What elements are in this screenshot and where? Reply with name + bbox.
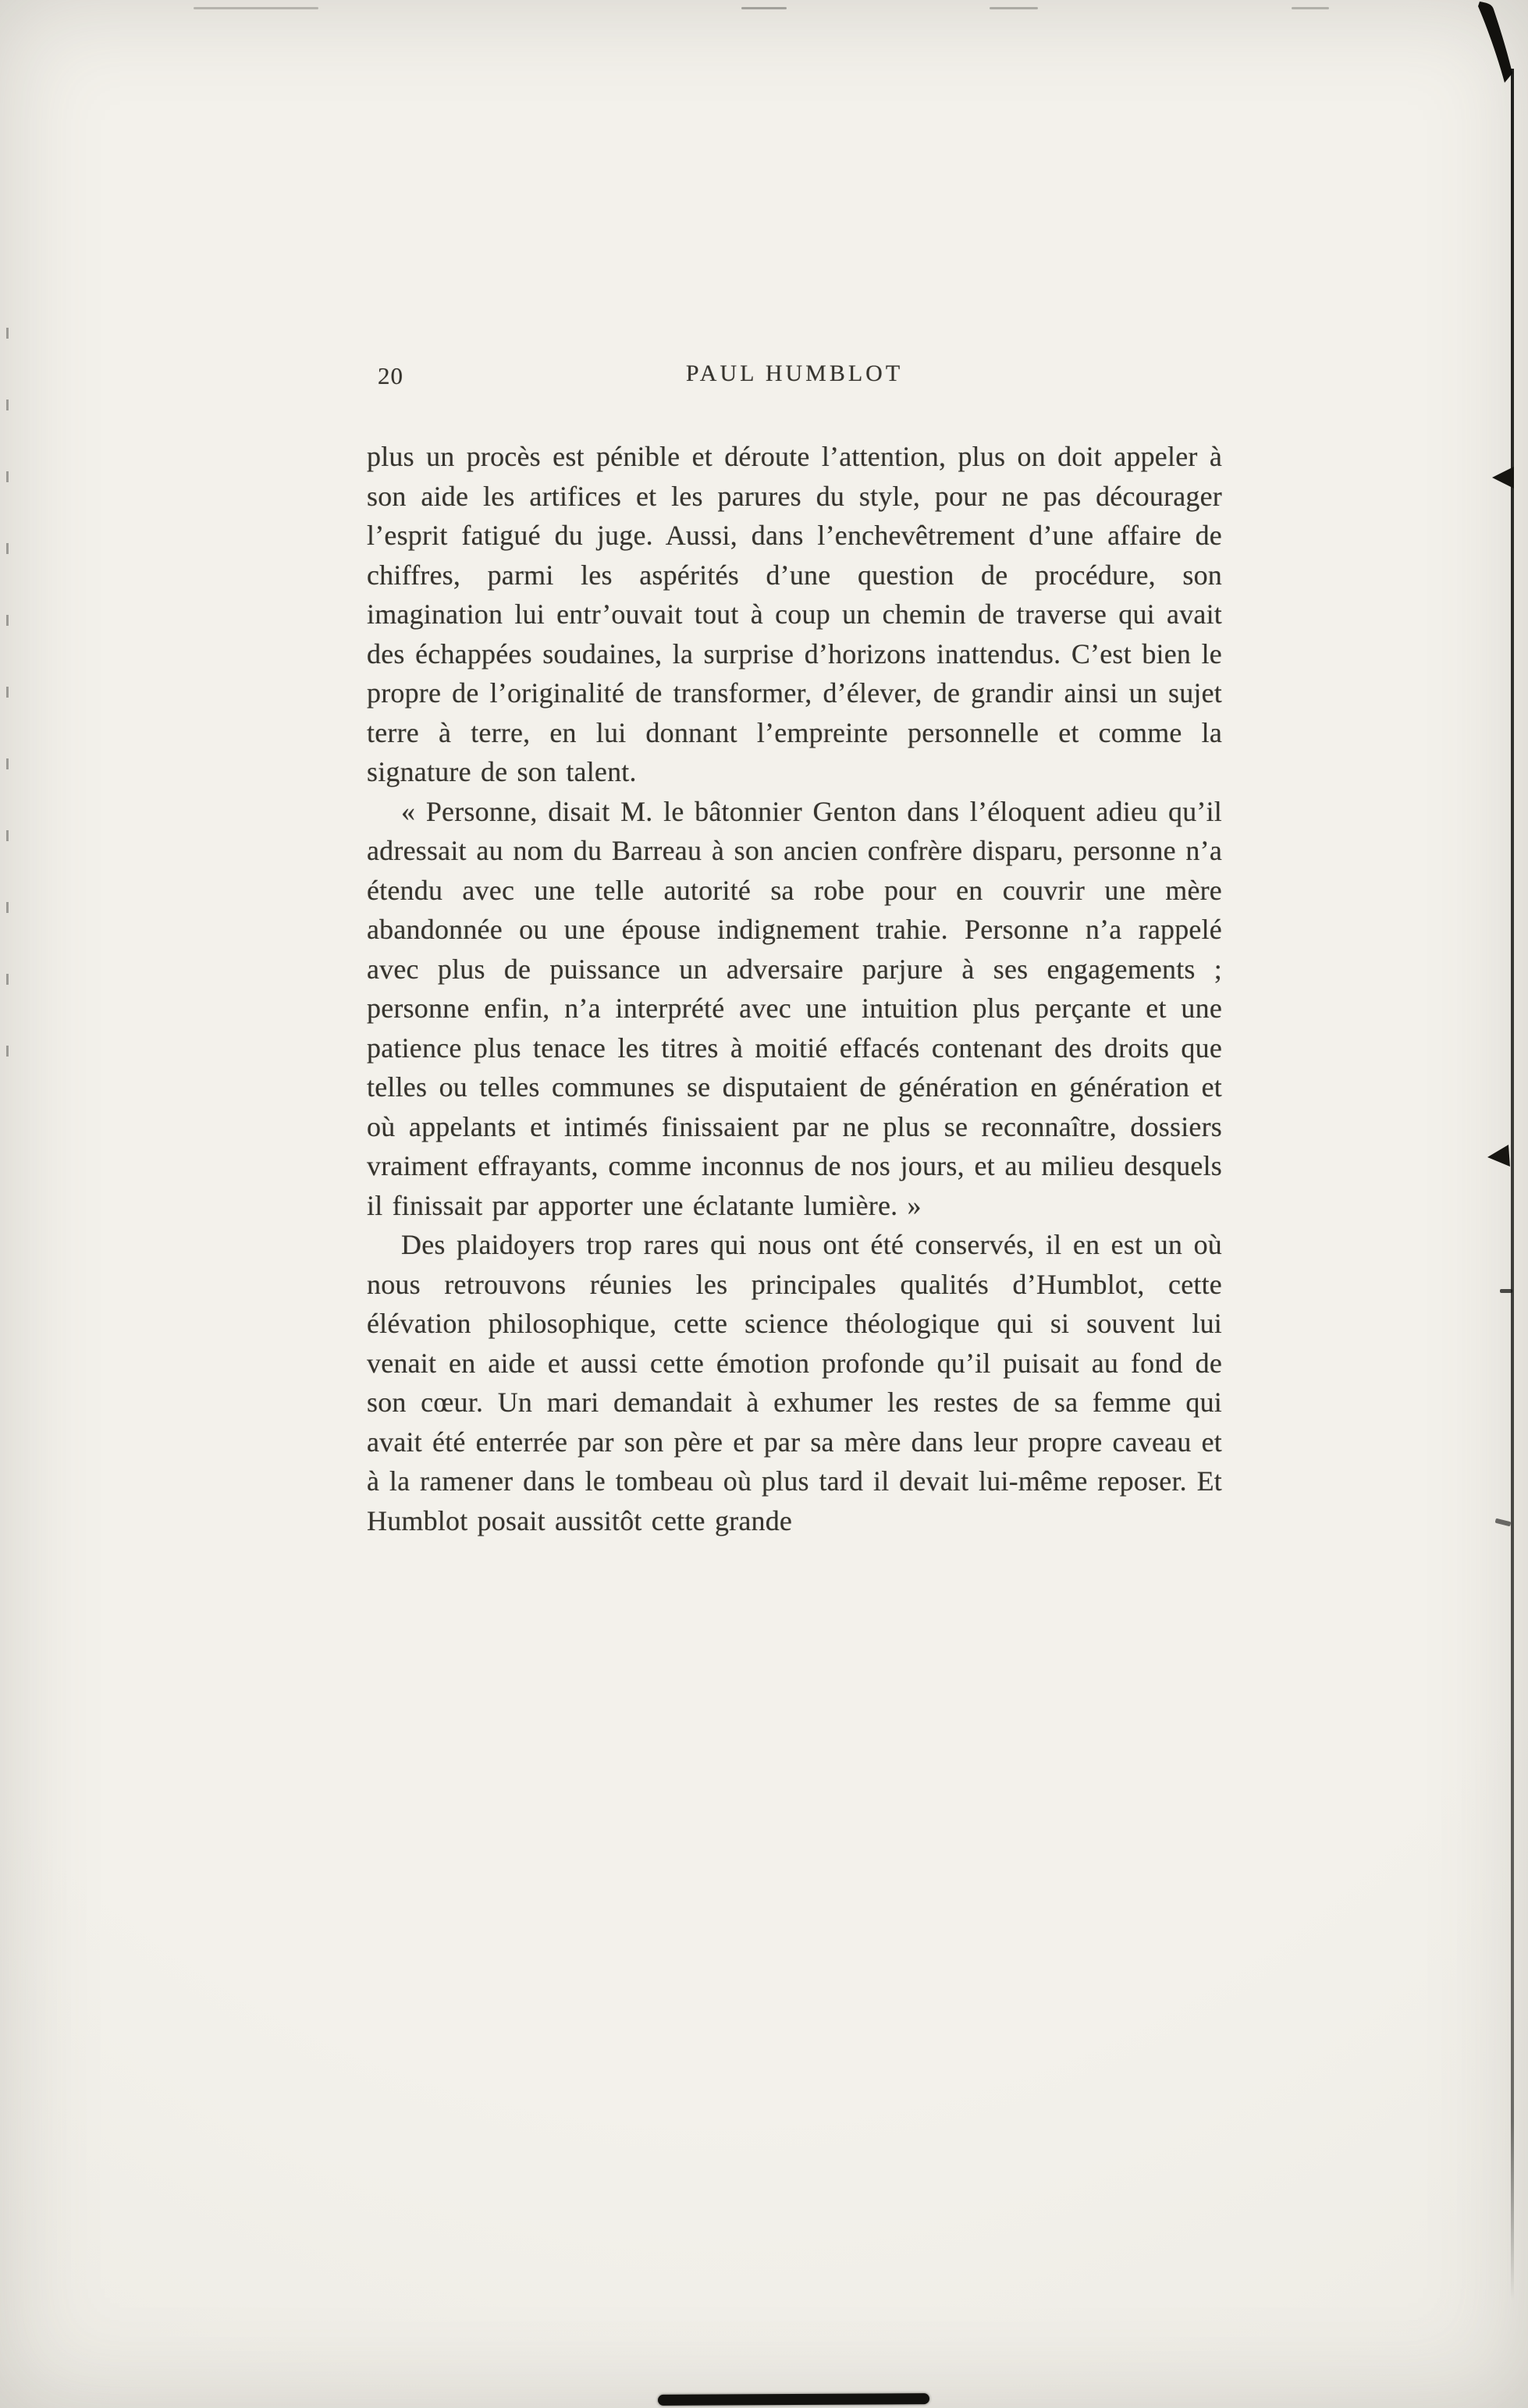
body-paragraph-3: Des plaidoyers trop rares qui nous ont été conservés, il en est un où nous retrouvons réunies les principales qualités d’Humblot, cette élévation philosophique, cette science théologique qui si souvent lui venait en aide et aussi cette émotion profonde qu’il puisait au fond de son cœur. Un mari demandait à exhumer les restes de sa femme qui avait été enterrée par son père et par sa mère dans leur propre caveau et à la ramener dans le tombeau où plus tard il devait lui-même reposer. Et Humblot posait aussitôt cette grande [367,1229,1222,1536]
page-number: 20 [378,362,403,389]
margin-ink-wedge [1487,1145,1510,1168]
margin-ink-tick [1500,1289,1512,1293]
text-block [367,437,1222,1540]
scan-edge-dash [741,7,787,9]
margin-ink-tick [1495,1518,1512,1527]
scan-edge-dash [1292,7,1329,9]
scan-edge-dash [990,7,1038,9]
body-paragraph-2: « Personne, disait M. le bâtonnier Genton dans l’éloquent adieu qu’il adressait au nom du Barreau à son ancien confrère disparu, personne n’a étendu avec une telle autorité sa robe pour en couvrir une mère abandonnée ou une épouse indignement trahie. Personne n’a rappelé avec plus de puissance un adversaire parjure à ses engagements ; personne enfin, n’a interprété avec une intuition plus perçante et une patience plus tenace les titres à moitié effacés contenant des droits que telles ou telles communes se disputaient de génération en génération et où appelants et intimés finissaient par ne plus se reconnaître, dossiers vraiment effrayants, comme inconnus de nos jours, et au milieu desquels il finissait par apporter une éclatante lumière. » [367,795,1222,1221]
margin-ink-wedge [1492,467,1514,488]
body-paragraph-1: plus un procès est pénible et déroute l’attention, plus on doit appeler à son aide les artifices et les parures du style, pour ne pas décourager l’esprit fatigué du juge. Aussi, dans l’enchevêtrement d’une affaire de chiffres, parmi les aspérités d’une question de procédure, son imagination lui entr’ouvait tout à coup un chemin de traverse qui avait des échappées soudaines, la surprise d’horizons inattendus. C’est bien le propre de l’originalité de transformer, d’élever, de grandir ainsi un sujet terre à terre, en lui donnant l’empreinte personnelle et comme la signature de son talent. [367,441,1222,787]
page-header [367,359,1222,395]
left-margin-specks [6,328,9,1077]
binding-shadow-line [1511,69,1514,2300]
bottom-scan-bar [658,2393,929,2406]
running-title: PAUL HUMBLOT [685,360,904,386]
scan-edge-dash [194,7,318,9]
ink-stroke-top-right [1478,2,1516,83]
